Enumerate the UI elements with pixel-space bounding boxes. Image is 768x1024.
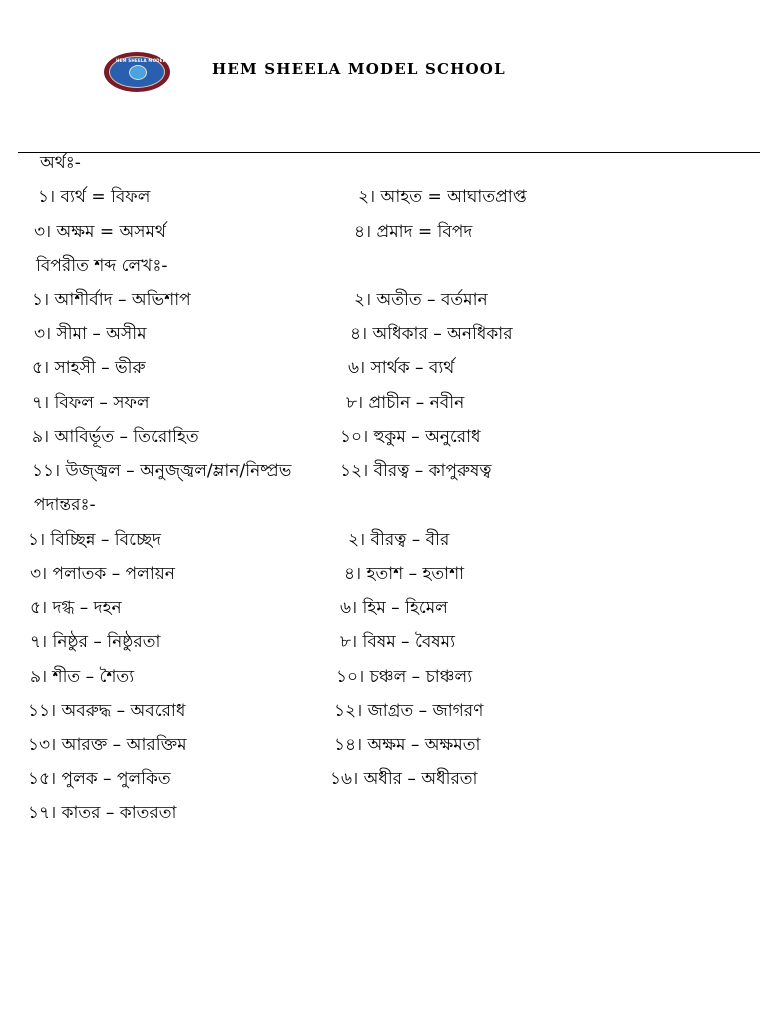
pos-item-7: ৭। নিষ্ঠুর – নিষ্ঠুরতা <box>30 632 161 652</box>
pos-item-11: ১১। অবরুদ্ধ – অবরোধ <box>28 701 186 721</box>
meaning-item-2: ২। আহত = আঘাতপ্রাপ্ত <box>358 187 527 207</box>
antonym-item-9: ৯। আবির্ভূত – তিরোহিত <box>32 427 199 447</box>
meaning-item-4: ৪। প্রমাদ = বিপদ <box>354 222 473 242</box>
page-header <box>0 0 768 150</box>
antonym-item-5: ৫। সাহসী – ভীরু <box>32 358 146 378</box>
pos-item-9: ৯। শীত – শৈত্য <box>30 667 135 687</box>
pos-item-15: ১৫। পুলক – পুলকিত <box>28 769 171 789</box>
antonym-item-12: ১২। বীরত্ব – কাপুরুষত্ব <box>340 461 492 481</box>
school-logo <box>104 52 187 92</box>
pos-item-10: ১০। চঞ্চল – চাঞ্চল্য <box>336 667 473 687</box>
pos-item-6: ৬। হিম – হিমেল <box>340 598 448 618</box>
antonym-item-3: ৩। সীমা – অসীম <box>34 324 147 344</box>
antonyms-heading: বিপরীত শব্দ লেখঃ- <box>36 256 168 276</box>
antonym-item-1: ১। আশীর্বাদ – অভিশাপ <box>32 290 191 310</box>
pos-item-8: ৮। বিষম – বৈষম্য <box>340 632 456 652</box>
pos-item-12: ১২। জাগ্রত – জাগরণ <box>334 701 484 721</box>
pos-item-13: ১৩। আরক্ত – আরক্তিম <box>28 735 187 755</box>
pos-item-14: ১৪। অক্ষম – অক্ষমতা <box>334 735 481 755</box>
pos-item-5: ৫। দগ্ধ – দহন <box>30 598 122 618</box>
antonym-item-8: ৮। প্রাচীন – নবীন <box>346 393 465 413</box>
header-divider <box>18 152 760 153</box>
antonym-item-6: ৬। সার্থক – ব্যর্থ <box>348 358 455 378</box>
pos-item-3: ৩। পলাতক – পলায়ন <box>30 564 175 584</box>
antonym-item-2: ২। অতীত – বর্তমান <box>354 290 488 310</box>
antonym-item-7: ৭। বিফল – সফল <box>32 393 150 413</box>
pos-item-17: ১৭। কাতর – কাতরতা <box>28 803 177 823</box>
pos-item-1: ১। বিচ্ছিন্ন – বিচ্ছেদ <box>28 530 161 550</box>
meaning-item-3: ৩। অক্ষম = অসমর্থ <box>34 222 166 242</box>
globe-icon <box>129 65 147 80</box>
meaning-heading: অর্থঃ- <box>40 153 81 173</box>
antonym-item-11: ১১। উজ্জ্বল – অনুজ্জ্বল/ম্লান/নিষ্প্রভ <box>32 461 292 481</box>
antonym-item-4: ৪। অধিকার – অনধিকার <box>350 324 513 344</box>
school-name: HEM SHEELA MODEL SCHOOL <box>212 60 506 78</box>
pos-item-16: ১৬। অধীর – অধীরতা <box>330 769 478 789</box>
pos-item-2: ২। বীরত্ব – বীর <box>348 530 450 550</box>
antonym-item-10: ১০। হুকুম – অনুরোধ <box>340 427 481 447</box>
pos-item-4: ৪। হতাশ – হতাশা <box>344 564 465 584</box>
logo-text: HEM SHEELA MODEL SCHOOL <box>116 58 187 63</box>
meaning-item-1: ১। ব্যর্থ = বিফল <box>38 187 151 207</box>
logo-emblem <box>109 56 187 88</box>
pos-heading: পদান্তরঃ- <box>34 495 96 515</box>
